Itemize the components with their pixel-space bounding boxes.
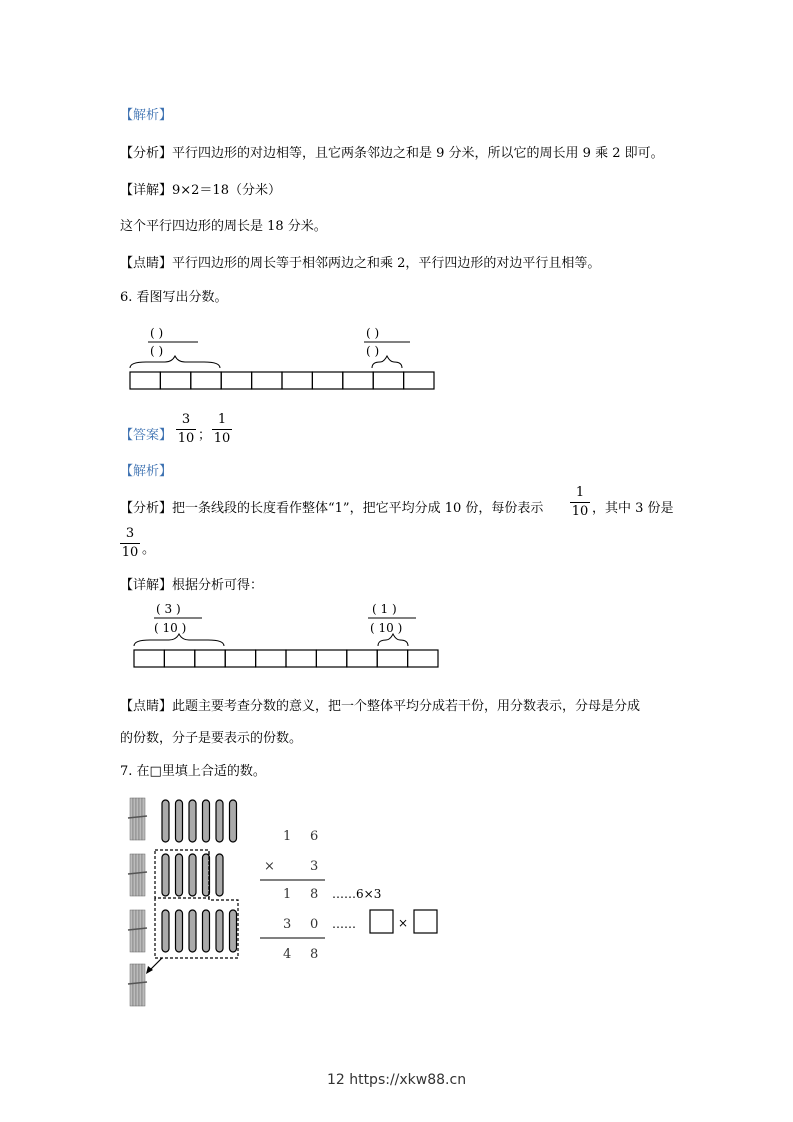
bundle-stick [136,854,139,896]
segment-bar-bottom [134,650,438,667]
single-stick [189,910,196,952]
bundle-stick [133,964,136,1006]
single-stick [230,800,237,842]
bundle-stick [142,854,145,896]
segment-cell [404,372,434,389]
filled-num-right: ( 1 ) [372,602,397,616]
answer-separator: ； [198,428,212,443]
single-stick [216,910,223,952]
single-stick [176,800,183,842]
analysis-fraction-1-num: 1 [575,485,585,500]
blank-paren-num-right: ( ) [366,326,380,340]
bundle-stick [139,798,142,840]
bundle-stick [136,798,139,840]
segment-cell [408,650,438,667]
segment-cell [252,372,282,389]
single-sticks [162,800,237,952]
mul-row4-times: × [398,916,409,930]
segment-cell [191,372,221,389]
segment-cell [312,372,342,389]
blank-paren-den-right: ( ) [366,344,380,358]
segment-cell [160,372,190,389]
bundle-stick [130,964,133,1006]
comment-text-5: 【点睛】平行四边形的周长等于相邻两边之和乘 2，平行四边形的对边平行且相等。 [120,256,601,271]
single-stick [162,800,169,842]
question-6-figure [120,322,450,394]
jiexi-heading-6: 【解析】 [120,464,173,479]
segment-bar-top [130,372,434,389]
segment-cell [134,650,164,667]
question-7-figure [120,792,460,1022]
fraction-bar [212,429,232,430]
single-stick [230,910,237,952]
single-stick [162,910,169,952]
segment-cell [195,650,225,667]
mul-row2-op: × [264,859,275,874]
answer-fraction-1-num: 3 [181,412,191,427]
bundle-stick [142,910,145,952]
segment-cell [130,372,160,389]
mul-row4-note: …… [332,917,356,931]
mul-row2-d1: 3 [310,859,319,874]
analysis-fraction-1-den: 10 [571,504,589,519]
detail-text-5: 【详解】9×2＝18（分米） [120,183,281,198]
answer-box-1 [370,910,393,933]
filled-num-left: ( 3 ) [156,602,181,616]
mul-row5-d2: 8 [310,947,319,962]
mul-row5-d1: 4 [283,947,292,962]
blank-paren-num-left: ( ) [150,326,164,340]
bundle-stick [130,798,133,840]
segment-cell [286,650,316,667]
segment-cell [256,650,286,667]
bundle-stick [136,964,139,1006]
brace-right [378,634,408,646]
analysis-text-5: 【分析】平行四边形的对边相等，且它两条邻边之和是 9 分米，所以它的周长用 9 乘 2 即可。 [120,146,664,161]
analysis-text-6-part2: ，其中 3 份是 [592,501,674,516]
answer-fraction-2-den: 10 [213,431,231,446]
answer-fraction-1 [176,412,196,447]
analysis-text-6-end: 。 [142,542,156,557]
single-stick [189,854,196,896]
answer-box-2 [414,910,437,933]
single-stick [203,800,210,842]
segment-cell [164,650,194,667]
analysis-fraction-2-num: 3 [125,526,135,541]
segment-cell [221,372,251,389]
bundle-stick [133,910,136,952]
mul-row3-d1: 1 [283,887,292,902]
answer-fraction-1-den: 10 [177,431,195,446]
segment-cell [377,650,407,667]
single-stick [216,800,223,842]
answer-label-6: 【答案】 [120,428,173,443]
bundle-stick [130,910,133,952]
segment-cell [347,650,377,667]
bundle-stick [136,910,139,952]
analysis-text-6-part1: 【分析】把一条线段的长度看作整体“1”，把它平均分成 10 份，每份表示 [120,501,544,516]
stick-bundle-icon [128,798,147,1006]
bundle-stick [142,798,145,840]
jiexi-heading-5: 【解析】 [120,108,173,123]
arrow-line [150,958,162,970]
answer-line-5: 这个平行四边形的周长是 18 分米。 [120,219,327,234]
blank-paren-den-left: ( ) [150,344,164,358]
segment-cell [373,372,403,389]
fraction-bar [570,502,590,503]
single-stick [216,854,223,896]
brace-left [134,634,224,646]
question-6-title: 6. 看图写出分数。 [120,290,228,305]
bundle-stick [142,964,145,1006]
mul-row1-d2: 6 [310,829,319,844]
analysis-fraction-1 [570,485,590,520]
detail-text-6: 【详解】根据分析可得： [120,578,264,593]
mul-row3-d2: 8 [310,887,319,902]
segment-cell [225,650,255,667]
mul-row1-d1: 1 [283,829,292,844]
filled-den-left: ( 10 ) [154,621,187,635]
segment-cell [316,650,346,667]
fraction-bar [120,543,140,544]
filled-den-right: ( 10 ) [370,621,403,635]
question-6-filled-figure [124,598,454,670]
segment-cell [343,372,373,389]
mul-row3-note: ……6×3 [332,887,382,901]
bundle-stick [139,910,142,952]
mul-row4-d1: 3 [283,917,292,932]
arrow-head-icon [146,966,153,974]
bundle-stick [133,854,136,896]
single-stick [203,910,210,952]
bundle-stick [133,798,136,840]
answer-fraction-2 [212,412,232,447]
single-stick [176,854,183,896]
single-stick [189,800,196,842]
page-footer: 12 https://xkw88.cn [326,1072,467,1088]
bundle-stick [139,854,142,896]
bundle-stick [139,964,142,1006]
single-stick [176,910,183,952]
fraction-bar [176,429,196,430]
mul-row4-d2: 0 [310,917,319,932]
brace-left [130,356,220,368]
bundle-stick [130,854,133,896]
answer-fraction-2-num: 1 [217,412,227,427]
segment-cell [282,372,312,389]
comment-text-6-line2: 的份数，分子是要表示的份数。 [120,731,303,746]
analysis-fraction-2-den: 10 [121,545,139,560]
single-stick [162,854,169,896]
question-7-title: 7. 在□里填上合适的数。 [120,764,266,779]
comment-text-6-line1: 【点睛】此题主要考查分数的意义，把一个整体平均分成若干份，用分数表示，分母是分成 [120,699,641,714]
analysis-fraction-2 [120,526,140,561]
